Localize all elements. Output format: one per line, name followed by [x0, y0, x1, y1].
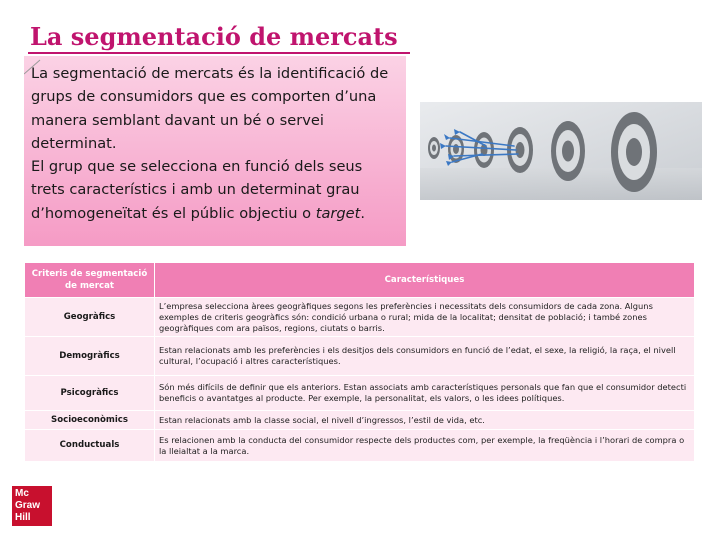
intro-term-italic: target	[315, 204, 361, 222]
table-header-row	[25, 263, 695, 298]
table-row	[25, 298, 695, 337]
mcgraw-hill-logo	[12, 486, 52, 526]
header-criteria: Criteris de segmentació de mercat	[25, 263, 155, 298]
logo-line: Hill	[15, 512, 31, 523]
title-underline	[28, 52, 410, 54]
intro-box	[24, 56, 406, 246]
intro-text: és la identificació de grups de consumidors que es comporten d’una manera semblant davant un bé o servei determinat.	[31, 65, 389, 152]
criterion-cell: Demogràfics	[25, 337, 155, 376]
archery-target-icon	[420, 102, 702, 200]
header-characteristics: Característiques	[155, 263, 695, 298]
page-curl-icon	[24, 56, 44, 76]
description-cell: Estan relacionats amb les preferències i els desitjos dels consumidors en funció de l’edat, el sexe, la religió, la raça, el nivell cultural, l’ocupació i altres característiques.	[155, 337, 695, 376]
description-cell: Es relacionen amb la conducta del consumidor respecte dels productes com, per exemple, la freqüència i l’horari de compra o la lleialtat a la marca.	[155, 430, 695, 462]
intro-term: segmentació de mercats	[52, 65, 234, 82]
intro-text: o	[297, 204, 316, 222]
intro-text: El grup que se selecciona en funció dels seus trets característics i amb un determinat grau d’homogeneïtat és el	[31, 158, 363, 222]
table-row	[25, 337, 695, 376]
criterion-cell: Conductuals	[25, 430, 155, 462]
criterion-cell: Geogràfics	[25, 298, 155, 337]
table-row	[25, 430, 695, 462]
description-cell: L’empresa selecciona àrees geogràfiques segons les preferències i necessitats dels consumidors de cada zona. Alguns exemples de criteris geogràfics són: condició urbana o rural; mida de la localitat; densitat de població; i també zones geogràfiques com ara països, regions, ciutats o barris.	[155, 298, 695, 337]
description-cell: Són més difícils de definir que els anteriors. Estan associats amb característiques personals que fan que el consumidor detecti beneficis o avantatges al producte. Per exemple, la personalitat, els valors, o les idees polítiques.	[155, 376, 695, 411]
criterion-cell: Socioeconòmics	[25, 411, 155, 430]
intro-text: La	[31, 65, 53, 82]
table-row	[25, 376, 695, 411]
intro-term: públic objectiu	[190, 204, 298, 222]
description-cell: Estan relacionats amb la classe social, el nivell d’ingressos, l’estil de vida, etc.	[155, 411, 695, 430]
intro-paragraph-2	[31, 155, 400, 225]
intro-text: .	[360, 204, 365, 222]
segmentation-criteria-table	[24, 262, 695, 462]
logo-line: Graw	[15, 500, 41, 511]
slide-title: La segmentació de mercats	[30, 22, 398, 51]
logo-line: Mc	[15, 488, 29, 499]
criterion-cell: Psicogràfics	[25, 376, 155, 411]
table-row	[25, 411, 695, 430]
intro-paragraph-1	[31, 62, 400, 155]
